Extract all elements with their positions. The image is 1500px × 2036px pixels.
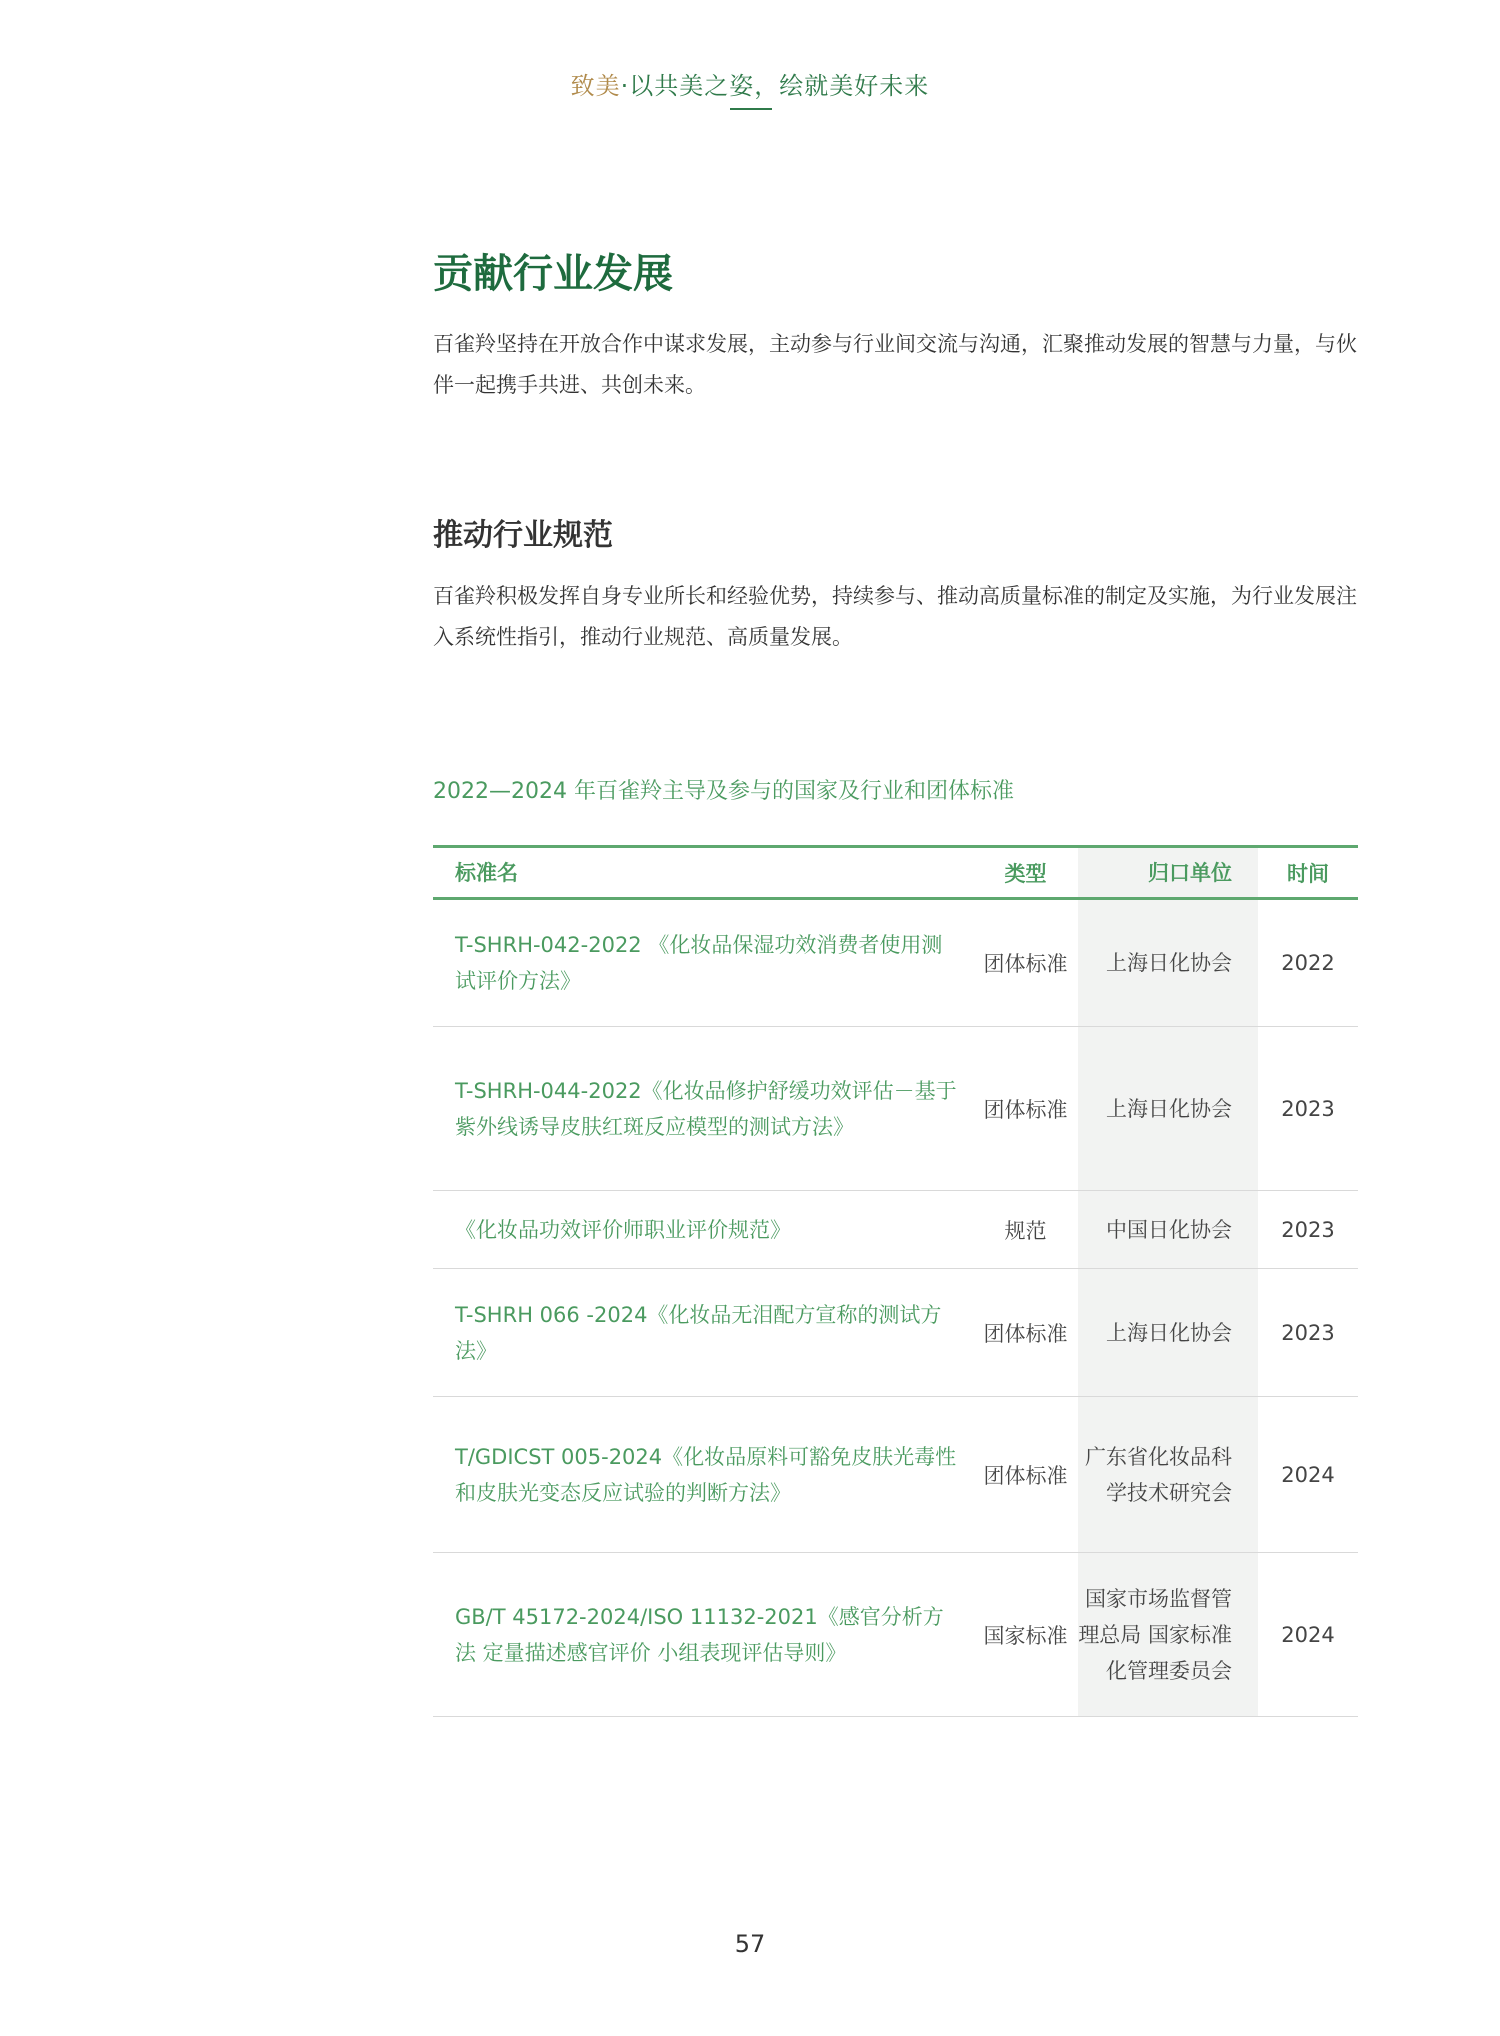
row-year: 2023 [1258, 1269, 1358, 1397]
header-accent: 致美 [570, 72, 621, 100]
row-name: T/GDICST 005-2024《化妆品原料可豁免皮肤光毒性和皮肤光变态反应试验的判断方法》 [433, 1397, 973, 1553]
table-caption: 2022—2024 年百雀羚主导及参与的国家及行业和团体标准 [433, 779, 1014, 804]
row-year: 2023 [1258, 1191, 1358, 1269]
header-divider [730, 108, 772, 110]
row-name: T-SHRH-042-2022 《化妆品保湿功效消费者使用测试评价方法》 [433, 899, 973, 1027]
table-row [433, 1397, 1358, 1553]
row-type: 团体标准 [973, 899, 1078, 1027]
row-org: 广东省化妆品科学技术研究会 [1078, 1397, 1258, 1553]
table-row [433, 899, 1358, 1027]
row-type: 团体标准 [973, 1397, 1078, 1553]
table-row [433, 1191, 1358, 1269]
row-name: T-SHRH 066 -2024《化妆品无泪配方宣称的测试方法》 [433, 1269, 973, 1397]
row-name: T-SHRH-044-2022《化妆品修护舒缓功效评估－基于紫外线诱导皮肤红斑反应模型的测试方法》 [433, 1027, 973, 1191]
row-org: 中国日化协会 [1078, 1191, 1258, 1269]
row-year: 2023 [1258, 1027, 1358, 1191]
header-name: 标准名 [433, 847, 973, 899]
page-header [0, 66, 1500, 101]
header-year: 时间 [1258, 847, 1358, 899]
header-type: 类型 [973, 847, 1078, 899]
row-year: 2024 [1258, 1397, 1358, 1553]
table-row [433, 1553, 1358, 1717]
page-number: 57 [734, 1930, 766, 1958]
row-org: 上海日化协会 [1078, 899, 1258, 1027]
subsection-title: 推动行业规范 [433, 518, 613, 553]
row-type: 团体标准 [973, 1027, 1078, 1191]
table-row [433, 1027, 1358, 1191]
standards-table [433, 845, 1358, 1717]
row-type: 团体标准 [973, 1269, 1078, 1397]
row-name: 《化妆品功效评价师职业评价规范》 [433, 1191, 973, 1269]
section-title: 贡献行业发展 [433, 251, 673, 297]
header-org: 归口单位 [1078, 847, 1258, 899]
table-row [433, 1269, 1358, 1397]
row-org: 上海日化协会 [1078, 1027, 1258, 1191]
row-year: 2022 [1258, 899, 1358, 1027]
row-type: 规范 [973, 1191, 1078, 1269]
row-org: 国家市场监督管理总局 国家标准化管理委员会 [1078, 1553, 1258, 1717]
table-header-row [433, 847, 1358, 899]
section-intro: 百雀羚坚持在开放合作中谋求发展，主动参与行业间交流与沟通，汇聚推动发展的智慧与力量，与伙伴一起携手共进、共创未来。 [433, 332, 1357, 397]
row-name: GB/T 45172-2024/ISO 11132-2021《感官分析方法 定量描述感官评价 小组表现评估导则》 [433, 1553, 973, 1717]
header-tagline: ·以共美之姿，绘就美好未来 [620, 72, 930, 100]
row-org: 上海日化协会 [1078, 1269, 1258, 1397]
subsection-text: 百雀羚积极发挥自身专业所长和经验优势，持续参与、推动高质量标准的制定及实施，为行业发展注入系统性指引，推动行业规范、高质量发展。 [433, 584, 1357, 649]
row-type: 国家标准 [973, 1553, 1078, 1717]
row-year: 2024 [1258, 1553, 1358, 1717]
